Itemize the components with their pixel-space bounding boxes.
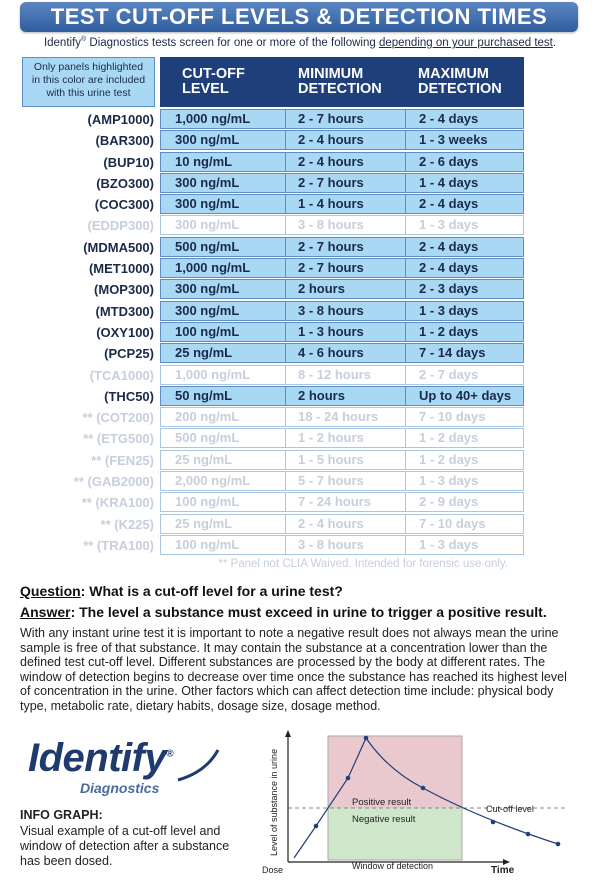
min-detection-cell: 3 - 8 hours: [298, 217, 364, 233]
column-divider: [405, 153, 406, 171]
column-divider: [405, 408, 406, 426]
row-cells: [160, 215, 524, 235]
page-title: TEST CUT-OFF LEVELS & DETECTION TIMES: [50, 4, 548, 29]
column-divider: [285, 323, 286, 341]
table-row: [0, 407, 600, 428]
column-divider: [405, 174, 406, 192]
table-row: [0, 365, 600, 386]
min-detection-cell: 3 - 8 hours: [298, 536, 364, 552]
column-divider: [405, 387, 406, 405]
max-detection-cell: 1 - 2 days: [419, 451, 479, 467]
column-divider: [405, 302, 406, 320]
max-detection-cell: 1 - 3 days: [419, 536, 479, 552]
table-row: [0, 109, 600, 130]
min-detection-cell: 2 - 7 hours: [298, 238, 364, 254]
legend-line-3: with this urine test: [46, 87, 131, 99]
curve-point: [364, 736, 369, 741]
curve-point: [421, 786, 426, 791]
column-divider: [285, 366, 286, 384]
column-divider: [285, 451, 286, 469]
min-detection-cell: 2 - 4 hours: [298, 515, 364, 531]
column-divider: [405, 536, 406, 554]
min-detection-cell: 1 - 3 hours: [298, 323, 364, 339]
panel-code: (COC300): [94, 197, 154, 213]
max-detection-cell: 1 - 3 weeks: [419, 132, 488, 148]
column-divider: [405, 366, 406, 384]
row-cells: [160, 514, 524, 534]
subtitle-after: .: [552, 36, 557, 49]
table-row: [0, 492, 600, 513]
row-cells: [160, 279, 524, 299]
column-divider: [285, 238, 286, 256]
y-axis-label: Level of substance in urine: [269, 748, 279, 856]
title-banner: [20, 2, 578, 32]
column-divider: [405, 238, 406, 256]
subtitle-underlined: depending on your purchased test: [378, 36, 553, 49]
table-row: [0, 173, 600, 194]
table-row: [0, 237, 600, 258]
max-detection-cell: 1 - 3 days: [419, 217, 479, 233]
curve-point: [526, 832, 531, 837]
question-label: Question: [20, 583, 81, 599]
table-header: [160, 57, 524, 107]
row-cells: [160, 492, 524, 512]
y-axis-arrow-icon: [285, 730, 291, 737]
table-row: [0, 258, 600, 279]
panel-code: (THC50): [104, 388, 154, 404]
column-divider: [405, 451, 406, 469]
curve-point: [346, 776, 351, 781]
header-cutoff: [182, 67, 245, 97]
x-axis-end-label: Time: [491, 865, 515, 876]
min-detection-cell: 2 - 7 hours: [298, 111, 364, 126]
table-row: [0, 450, 600, 471]
cutoff-cell: 500 ng/mL: [175, 238, 240, 254]
min-detection-cell: 7 - 24 hours: [298, 494, 371, 510]
column-divider: [285, 302, 286, 320]
min-detection-cell: 2 - 4 hours: [298, 153, 364, 169]
cutoff-cell: 300 ng/mL: [175, 196, 240, 212]
max-detection-cell: 2 - 4 days: [419, 111, 479, 126]
detection-graph: [258, 728, 578, 878]
table-row: [0, 301, 600, 322]
panel-code: (MET1000): [88, 261, 154, 277]
curve-point: [491, 820, 496, 825]
answer-text: : The level a substance must exceed in urine to trigger a positive result.: [70, 604, 547, 620]
header-min-line2: DETECTION: [298, 81, 382, 97]
min-detection-cell: 2 - 4 hours: [298, 132, 364, 148]
panel-code: (PCP25): [104, 346, 154, 362]
footnote: ** Panel not CLIA Waived. Intended for forensic use only.: [218, 558, 508, 570]
column-divider: [405, 472, 406, 490]
cutoff-cell: 500 ng/mL: [175, 430, 240, 446]
min-detection-cell: 1 - 5 hours: [298, 451, 364, 467]
row-cells: [160, 194, 524, 214]
table-row: [0, 428, 600, 449]
table-row: [0, 194, 600, 215]
header-min: [298, 67, 382, 97]
header-cutoff-line2: LEVEL: [182, 81, 229, 97]
max-detection-cell: Up to 40+ days: [419, 387, 512, 403]
logo-wordmark: [28, 736, 173, 781]
max-detection-cell: 2 - 4 days: [419, 260, 479, 276]
cutoff-cell: 10 ng/mL: [175, 153, 233, 169]
question: [20, 583, 343, 599]
column-divider: [285, 344, 286, 362]
panel-code: ** (KRA100): [81, 495, 154, 511]
cutoff-cell: 1,000 ng/mL: [175, 260, 251, 276]
answer: [20, 604, 547, 620]
row-cells: [160, 343, 524, 363]
highlight-legend: [22, 57, 155, 107]
max-detection-cell: 2 - 7 days: [419, 366, 479, 382]
column-divider: [285, 408, 286, 426]
row-cells: [160, 450, 524, 470]
row-cells: [160, 386, 524, 406]
max-detection-cell: 2 - 6 days: [419, 153, 479, 169]
cutoff-cell: 2,000 ng/mL: [175, 473, 251, 489]
negative-label: Negative result: [352, 814, 416, 825]
column-divider: [285, 536, 286, 554]
header-max: [418, 67, 502, 97]
max-detection-cell: 7 - 10 days: [419, 515, 486, 531]
column-divider: [405, 195, 406, 213]
max-detection-cell: 7 - 10 days: [419, 409, 486, 425]
cutoff-cell: 1,000 ng/mL: [175, 366, 251, 382]
cutoff-cell: 100 ng/mL: [175, 323, 240, 339]
info-graph-text: Visual example of a cut-off level and window of detection after a substance has been dosed.: [20, 824, 230, 868]
cutoff-cell: 300 ng/mL: [175, 174, 240, 190]
column-divider: [405, 280, 406, 298]
cutoff-cell: 300 ng/mL: [175, 302, 240, 318]
max-detection-cell: 1 - 3 days: [419, 302, 479, 318]
row-cells: [160, 258, 524, 278]
column-divider: [285, 515, 286, 533]
row-cells: [160, 322, 524, 342]
max-detection-cell: 1 - 3 days: [419, 473, 479, 489]
table-row: [0, 322, 600, 343]
identify-logo: [28, 736, 228, 796]
panel-code: ** (K225): [100, 516, 154, 532]
min-detection-cell: 2 hours: [298, 387, 345, 403]
row-cells: [160, 407, 524, 427]
cutoff-label: Cut-off level: [486, 804, 534, 814]
row-cells: [160, 428, 524, 448]
min-detection-cell: 5 - 7 hours: [298, 473, 364, 489]
min-detection-cell: 4 - 6 hours: [298, 345, 364, 361]
min-detection-cell: 3 - 8 hours: [298, 302, 364, 318]
subtitle-reg: ®: [81, 36, 87, 43]
header-cutoff-line1: CUT-OFF: [182, 66, 245, 82]
row-cells: [160, 365, 524, 385]
subtitle-brand: Identify: [43, 36, 82, 49]
panel-code: (TCA1000): [89, 367, 154, 383]
panel-code: (MOP300): [94, 282, 154, 298]
max-detection-cell: 1 - 4 days: [419, 174, 479, 190]
cutoff-cell: 25 ng/mL: [175, 345, 233, 361]
cutoff-cell: 100 ng/mL: [175, 494, 240, 510]
min-detection-cell: 2 hours: [298, 281, 345, 297]
row-cells: [160, 109, 524, 129]
min-detection-cell: 2 - 7 hours: [298, 260, 364, 276]
panel-code: ** (COT200): [82, 410, 154, 426]
curve-point: [556, 842, 561, 847]
column-divider: [285, 110, 286, 128]
logo-main-text: Identify: [28, 736, 167, 780]
column-divider: [405, 493, 406, 511]
column-divider: [405, 323, 406, 341]
table-row: [0, 130, 600, 151]
table-row: [0, 471, 600, 492]
column-divider: [405, 344, 406, 362]
cutoff-cell: 300 ng/mL: [175, 132, 240, 148]
max-detection-cell: 2 - 4 days: [419, 238, 479, 254]
column-divider: [405, 131, 406, 149]
column-divider: [285, 493, 286, 511]
panel-code: (BZO300): [96, 175, 154, 191]
max-detection-cell: 2 - 4 days: [419, 196, 479, 212]
min-detection-cell: 18 - 24 hours: [298, 409, 379, 425]
column-divider: [285, 131, 286, 149]
table-row: [0, 343, 600, 364]
explanation-paragraph: With any instant urine test it is important to note a negative result does not always mean the urine sample is free of that substance. It may contain the substance at a concentration lower than the defined test cut-off level. Different substances are processed by the body at different rates. The window of detection begins to decrease over time once the substance has reached its highest level of concentration in the urine. Other factors which can affect detection time include: physical body type, metabolic rate, dietary habits, dosage size, dosage method.: [20, 626, 567, 713]
column-divider: [405, 515, 406, 533]
row-cells: [160, 130, 524, 150]
panel-code: (BUP10): [103, 154, 154, 170]
header-max-line1: MAXIMUM: [418, 66, 489, 82]
table-row: [0, 386, 600, 407]
max-detection-cell: 2 - 3 days: [419, 281, 479, 297]
column-divider: [285, 259, 286, 277]
max-detection-cell: 1 - 2 days: [419, 430, 479, 446]
column-divider: [285, 153, 286, 171]
header-max-line2: DETECTION: [418, 81, 502, 97]
x-axis-start-label: Dose: [262, 865, 284, 875]
column-divider: [285, 174, 286, 192]
row-cells: [160, 173, 524, 193]
column-divider: [405, 429, 406, 447]
table-row: [0, 535, 600, 556]
row-cells: [160, 301, 524, 321]
row-cells: [160, 237, 524, 257]
cutoff-cell: 25 ng/mL: [175, 451, 233, 467]
cutoff-cell: 200 ng/mL: [175, 409, 240, 425]
answer-label: Answer: [20, 604, 71, 620]
table-row: [0, 514, 600, 535]
panel-code: (MTD300): [95, 303, 154, 319]
panel-code: (BAR300): [95, 133, 154, 149]
min-detection-cell: 2 - 7 hours: [298, 174, 364, 190]
max-detection-cell: 1 - 2 days: [419, 323, 479, 339]
panel-code: ** (ETG500): [83, 431, 154, 447]
max-detection-cell: 7 - 14 days: [419, 345, 486, 361]
table-row: [0, 215, 600, 236]
cutoff-cell: 1,000 ng/mL: [175, 111, 251, 126]
legend-line-2: in this color are included: [31, 74, 146, 86]
cutoff-cell: 50 ng/mL: [175, 387, 233, 403]
max-detection-cell: 2 - 9 days: [419, 494, 479, 510]
column-divider: [285, 216, 286, 234]
column-divider: [285, 387, 286, 405]
column-divider: [405, 110, 406, 128]
subtitle-before: Diagnostics tests screen for one or more of the following: [86, 36, 379, 49]
cutoff-cell: 300 ng/mL: [175, 281, 240, 297]
panel-code: ** (GAB2000): [73, 474, 154, 490]
table-row: [0, 279, 600, 300]
row-cells: [160, 471, 524, 491]
panel-code: (EDDP300): [87, 218, 154, 234]
cutoff-cell: 25 ng/mL: [175, 515, 233, 531]
subtitle: [20, 36, 580, 49]
panel-code: (AMP1000): [87, 112, 154, 127]
panel-code: (OXY100): [96, 324, 154, 340]
min-detection-cell: 1 - 4 hours: [298, 196, 364, 212]
row-cells: [160, 535, 524, 555]
column-divider: [285, 472, 286, 490]
curve-point: [314, 824, 319, 829]
column-divider: [285, 280, 286, 298]
panel-code: ** (FEN25): [91, 452, 154, 468]
logo-reg: ®: [166, 748, 174, 760]
min-detection-cell: 8 - 12 hours: [298, 366, 371, 382]
panel-code: ** (TRA100): [83, 537, 154, 553]
question-text: : What is a cut-off level for a urine test?: [80, 583, 343, 599]
logo-subtext: Diagnostics: [80, 780, 160, 796]
positive-label: Positive result: [352, 797, 412, 808]
min-detection-cell: 1 - 2 hours: [298, 430, 364, 446]
info-graph-title: INFO GRAPH:: [20, 808, 103, 822]
cutoff-cell: 300 ng/mL: [175, 217, 240, 233]
drug-table-body: [0, 109, 600, 556]
panel-code: (MDMA500): [83, 239, 154, 255]
column-divider: [285, 429, 286, 447]
column-divider: [405, 216, 406, 234]
cutoff-cell: 100 ng/mL: [175, 536, 240, 552]
column-divider: [285, 195, 286, 213]
window-label: Window of detection: [352, 861, 434, 871]
column-divider: [405, 259, 406, 277]
table-row: [0, 152, 600, 173]
legend-line-1: Only panels highlighted: [33, 61, 144, 73]
header-min-line1: MINIMUM: [298, 66, 364, 82]
row-cells: [160, 152, 524, 172]
